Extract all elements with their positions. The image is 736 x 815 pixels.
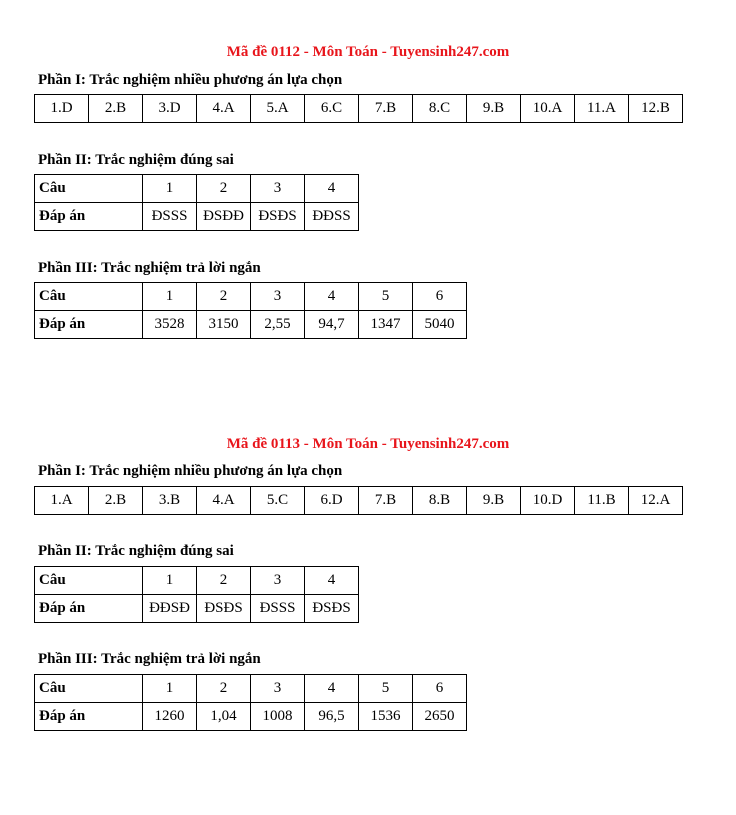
exam-title: Mã đề 0112 - Môn Toán - Tuyensinh247.com	[226, 44, 510, 60]
table-row	[35, 95, 683, 123]
question-number: 4	[305, 175, 359, 203]
table-row	[35, 175, 359, 203]
answer-cell: ĐĐSĐ	[143, 595, 197, 623]
question-number: 2	[197, 283, 251, 311]
question-number: 2	[197, 675, 251, 703]
answer-cell: 5.A	[251, 95, 305, 123]
answer-cell: 8.C	[413, 95, 467, 123]
part1-heading: Phần I: Trắc nghiệm nhiều phương án lựa chọn	[38, 72, 343, 88]
question-number: 2	[197, 175, 251, 203]
answer-cell: 9.B	[467, 95, 521, 123]
question-number: 1	[143, 567, 197, 595]
answer-cell: 4.A	[197, 487, 251, 515]
row-label: Câu	[35, 567, 143, 595]
answer-cell: 2.B	[89, 487, 143, 515]
table-row	[35, 203, 359, 231]
answer-cell: 4.A	[197, 95, 251, 123]
answer-cell: 12.A	[629, 487, 683, 515]
question-number: 5	[359, 675, 413, 703]
row-label: Đáp án	[35, 595, 143, 623]
part2-heading: Phần II: Trắc nghiệm đúng sai	[38, 543, 234, 559]
part1-heading: Phần I: Trắc nghiệm nhiều phương án lựa chọn	[38, 463, 343, 479]
row-label: Câu	[35, 283, 143, 311]
part2-answer-table	[34, 174, 359, 231]
question-number: 1	[143, 283, 197, 311]
row-label: Đáp án	[35, 703, 143, 731]
answer-cell: 12.B	[629, 95, 683, 123]
table-row	[35, 675, 467, 703]
question-number: 3	[251, 675, 305, 703]
answer-cell: 1.A	[35, 487, 89, 515]
question-number: 3	[251, 567, 305, 595]
table-row	[35, 487, 683, 515]
part1-answer-table	[34, 94, 683, 123]
question-number: 4	[305, 567, 359, 595]
table-row	[35, 567, 359, 595]
answer-cell: 2650	[413, 703, 467, 731]
answer-cell: ĐSSS	[251, 595, 305, 623]
row-label: Câu	[35, 675, 143, 703]
answer-cell: 2.B	[89, 95, 143, 123]
part1-answer-table	[34, 486, 683, 515]
exam-title: Mã đề 0113 - Môn Toán - Tuyensinh247.com	[226, 436, 510, 452]
answer-cell: 6.D	[305, 487, 359, 515]
answer-cell: 5.C	[251, 487, 305, 515]
question-number: 3	[251, 175, 305, 203]
question-number: 6	[413, 675, 467, 703]
answer-cell: 3150	[197, 311, 251, 339]
answer-cell: ĐSĐĐ	[197, 203, 251, 231]
answer-cell: 1008	[251, 703, 305, 731]
answer-cell: 11.A	[575, 95, 629, 123]
answer-cell: 9.B	[467, 487, 521, 515]
answer-cell: 1.D	[35, 95, 89, 123]
answer-cell: 10.A	[521, 95, 575, 123]
answer-cell: 7.B	[359, 487, 413, 515]
table-row	[35, 595, 359, 623]
answer-cell: 11.B	[575, 487, 629, 515]
answer-cell: 1,04	[197, 703, 251, 731]
answer-cell: 8.B	[413, 487, 467, 515]
part3-answer-table	[34, 282, 467, 339]
part2-answer-table	[34, 566, 359, 623]
answer-cell: ĐSSS	[143, 203, 197, 231]
answer-cell: 1536	[359, 703, 413, 731]
answer-cell: 96,5	[305, 703, 359, 731]
table-row	[35, 311, 467, 339]
row-label: Đáp án	[35, 203, 143, 231]
answer-cell: 3.D	[143, 95, 197, 123]
answer-cell: ĐSĐS	[197, 595, 251, 623]
table-row	[35, 283, 467, 311]
answer-cell: 7.B	[359, 95, 413, 123]
answer-cell: 1260	[143, 703, 197, 731]
answer-cell: 3528	[143, 311, 197, 339]
question-number: 6	[413, 283, 467, 311]
question-number: 1	[143, 175, 197, 203]
answer-cell: ĐSĐS	[305, 595, 359, 623]
question-number: 1	[143, 675, 197, 703]
question-number: 5	[359, 283, 413, 311]
row-label: Câu	[35, 175, 143, 203]
answer-cell: 6.C	[305, 95, 359, 123]
answer-cell: ĐĐSS	[305, 203, 359, 231]
part3-heading: Phần III: Trắc nghiệm trả lời ngắn	[38, 651, 261, 667]
answer-cell: 1347	[359, 311, 413, 339]
part2-heading: Phần II: Trắc nghiệm đúng sai	[38, 152, 234, 168]
answer-cell: 5040	[413, 311, 467, 339]
question-number: 2	[197, 567, 251, 595]
question-number: 4	[305, 283, 359, 311]
question-number: 3	[251, 283, 305, 311]
question-number: 4	[305, 675, 359, 703]
answer-cell: 3.B	[143, 487, 197, 515]
row-label: Đáp án	[35, 311, 143, 339]
answer-cell: 10.D	[521, 487, 575, 515]
part3-heading: Phần III: Trắc nghiệm trả lời ngắn	[38, 260, 261, 276]
answer-cell: ĐSĐS	[251, 203, 305, 231]
answer-cell: 2,55	[251, 311, 305, 339]
table-row	[35, 703, 467, 731]
answer-cell: 94,7	[305, 311, 359, 339]
part3-answer-table	[34, 674, 467, 731]
